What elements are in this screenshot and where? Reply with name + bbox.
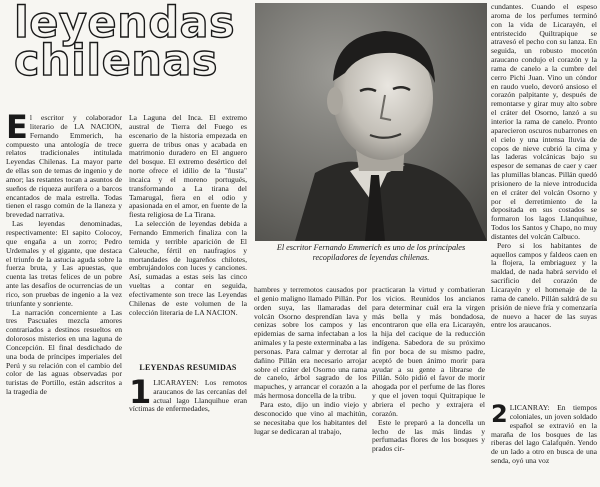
column-4: [372, 286, 485, 484]
author-photo: [255, 3, 487, 241]
col3-paragraph-2: Para esto, dijo un indio viejo y desconocido que vino al machitún, se necesitaba que los habitantes del lugar se dedicaran al trabajo,: [254, 399, 367, 436]
column-2-lower: [129, 362, 247, 484]
dropcap-e: E: [6, 114, 28, 146]
column-5-lower: [491, 404, 597, 484]
col4-paragraph-1: practicaran la virtud y combatieran los vicios. Reunidos los ancianos para determinar cuál era la virgen más bella y más bondadosa, encontraron que ella era Licarayén, la hija del cacique de la reducción indígena. Sabedora de su próximo fin por boca de su mismo padre, aceptó de buen ánimo morir para ayudar a su gente a librarse de Pillán. Sólo pidió el favor de morir ahogada por el perfume de las flores y que el joven toqui Quitrapique le abriera el pecho y extrajera el corazón.: [372, 286, 485, 418]
col2-paragraph-2: La selección de leyendas debida a Fernando Emmerich finaliza con la temida y terrible aparición de El Caleuche, fértil en naufragios y mortandades de lugareños chilotes, embrujándolos con luces y canciones. Así, sumadas a estas seis las cinco vueltas a contar en seguida, efectivamente son trece las Leyendas Chilenas de este volumen de la colección literaria de LA NACION.: [129, 219, 247, 317]
photo-caption: El escritor Fernando Emmerich es uno de los principales recopiladores de leyendas chilenas.: [276, 243, 466, 262]
col5-paragraph-1: cundantes. Cuando el espeso aroma de los perfumes terminó con la vida de Licarayén, el entristecido Quiltrapique se atravesó el pecho con su lanza. En seguida, un robusto mocetón araucano condujo el corazón y la rama de canelo a la cumbre del cerro Pichi Juan. Vino un cóndor en raudo vuelo, devoró ansioso el corazón palpitante y, después de remontarse y girar muy alto sobre el cráter del Osorno, lanzó a su interior la rama de canelo. Pronto aparecieron oscuros nubarrones en el cielo y una intensa lluvia de copos de nieve cubrió la cima y las laderas volcánicas bajo su espesor de semanas de caer y caer las plumillas blancas. Pillán quedó prisionero de la nieve introducida en el cráter del volcán Osorno y por el derretimiento de la depositada en sus costados se formaron los lagos Llanquihue, Todos los Santos y Chapo, no muy distantes del volcán Calbuco.: [491, 3, 597, 241]
headline-line-2: chilenas: [14, 36, 218, 86]
legend-2-paragraph: 2 LICANRAY: En tiempos coloniales, un joven soldado español se extravió en la maraña de los bosques de las riberas del lago Calafquén. Yendo de un lado a otro en busca de una senda, oyó una voz: [491, 404, 597, 466]
author-portrait-image: [255, 3, 487, 241]
col5-paragraph-2: Pero si los habitantes de aquellos campos y faldeos caen en la flojera, la embriaguez y la maldad, de nada habrá servido el sacrificio del corazón de Licarayén y el homenaje de la rama de canelo. Pillán saldrá de su prisión de nieve fría y comenzaría de nuevo a hacer de las suyas entre los araucanos.: [491, 240, 597, 330]
intro-paragraph-1: El escritor y colaborador literario de LA NACION, Fernando Emmerich, ha compuesto una antología de trece relatos tradicionales intitulada Leyendas Chilenas. La mayor parte de ellas son de temas de ingenio y de amor; las restantes tocan a asuntos de sueños de riqueza aurífera o a barcos encantados de mala estrella. Todas tienen el rasgo común de la llaneza y brevedad narrativa.: [6, 114, 122, 220]
intro-paragraph-2: Las leyendas denominadas, respectivamente: El sapito Colocoy, que engaña a un zorro; Pedro Urdemales y el gigante, que destaca el triunfo de la astucia aguda sobre la fuerza bruta, y Las apuestas, que cuenta las tretas felices de un pobre ante las desafíos de ocurrencias de un rico, son pruebas de ingenio a la vez triunfante y sonriente.: [6, 219, 122, 308]
column-1: [6, 114, 122, 484]
column-5: [491, 3, 597, 401]
legend-number-2: 2: [491, 404, 508, 428]
intro-paragraph-3: La narración concerniente a Las tres Pascuales mezcla amores contrariados a destinos resueltos en dolorosos misterios en una laguna de Concepción. El final desdichado de una boda de príncipes imperiales del Perú y su relación con el cambio del color de las aguas observadas por turistas de Portillo, están adscritos a la tragedia de: [6, 307, 122, 397]
col2-paragraph-1: La Laguna del Inca. El extremo austral de Tierra del Fuego es escenario de la historia empezada en guerra de tribus onas y acabada en matrimonio duradero en El anguero del bosque. El extremo desértico del norte ofrece el idilio de la "ñusta" incaica y el moreno portugués, transformando a La tirana del Tamarugal, fiera en el odio y apasionada en el amor, en fuente de la fiesta religiosa de La Tirana.: [129, 114, 247, 220]
column-3: [254, 286, 367, 484]
column-2: [129, 114, 247, 359]
section-subhead: LEYENDAS RESUMIDAS: [139, 363, 237, 372]
headline: [14, 0, 244, 86]
col4-paragraph-2: Este le preparó a la doncella un lecho de las más lindas y perfumadas flores de los bosques y prados cir-: [372, 417, 485, 454]
legend-1-paragraph: 1 LICARAYEN: Los remotos araucanos de las cercanías del actual lago Llanquihue eran víctimas de enfermedades,: [129, 372, 247, 414]
headline-line-1: leyendas: [14, 0, 236, 48]
legend-number-1: 1: [129, 372, 152, 411]
col3-paragraph-1: hambres y terremotos causados por el genio maligno llamado Pillán. Por orden suya, las llamaradas del volcán Osorno desprendían lava y cenizas sobre los campos y las epidemias de sarna infectaban a los animales y la peste exterminaba a las personas. Para calmar y derrotar al dañino Pillán era necesario arrojar sobre el cráter del Osorno una rama de canelo, árbol sagrado de los mapuches, y arrancar el corazón a la más hermosa doncella de la tribu.: [254, 286, 367, 401]
